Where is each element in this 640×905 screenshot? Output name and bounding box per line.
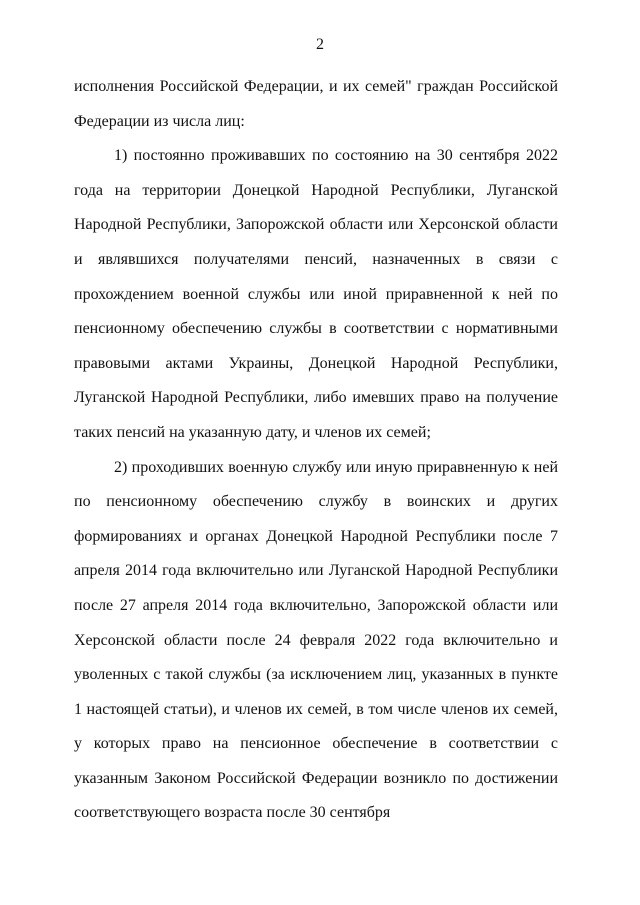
paragraph-item-2: 2) проходивших военную службу или иную приравненную к ней по пенсионному обеспечению службу в воинских и других формированиях и органах Донецкой Народной Республики после 7 апреля 2014 года включительно или Луганской Народной Республики после 27 апреля 2014 года включительно, Запорожской области или Херсонской области после 24 февраля 2022 года включительно и уволенных с такой службы (за исключением лиц, указанных в пункте 1 настоящей статьи), и членов их семей, в том числе членов их семей, у которых право на пенсионное обеспечение в соответствии с указанным Законом Российской Федерации возникло по достижении соответствующего возраста после 30 сентября [74,458,558,822]
paragraph-intro: исполнения Российской Федерации, и их семей" граждан Российской Федерации из числа лиц: [74,78,558,130]
document-body [74,70,558,831]
page-number: 2 [316,36,324,53]
paragraph-item-1: 1) постоянно проживавших по состоянию на 30 сентября 2022 года на территории Донецкой Народной Республики, Луганской Народной Республики, Запорожской области или Херсонской области и являвшихся получателями пенсий, назначенных в связи с прохождением военной службы или иной приравненной к ней по пенсионному обеспечению службы в соответствии с нормативными правовыми актами Украины, Донецкой Народной Республики, Луганской Народной Республики, либо имевших право на получение таких пенсий на указанную дату, и членов их семей; [74,147,558,441]
